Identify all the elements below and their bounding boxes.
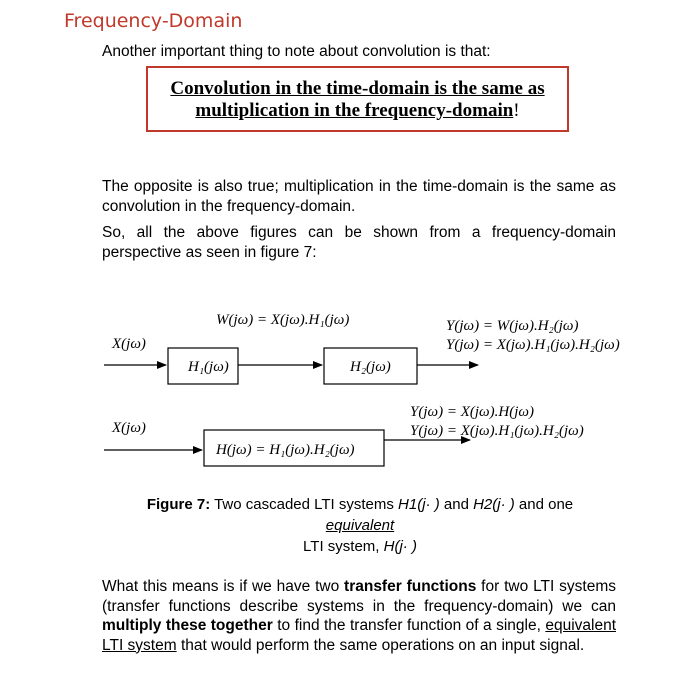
key-statement-box (146, 66, 569, 132)
label-top-input: X(jω) (112, 336, 146, 352)
figure-caption (100, 494, 620, 557)
equation-w: W(jω) = X(jω).H₁(jω) (216, 312, 350, 328)
figures-paragraph: So, all the above figures can be shown from a frequency-domain perspective as seen in figure 7: (102, 224, 616, 261)
opposite-paragraph: The opposite is also true; multiplication in the time-domain is the same as convolution in the frequency-domain. (102, 178, 616, 215)
equation-y4: Y(jω) = X(jω).H₁(jω).H₂(jω) (410, 423, 584, 439)
caption-label: Figure 7: (146, 496, 211, 513)
conclusion-paragraph: What this means is if we have two transfer functions for two LTI systems (transfer functions describe systems in the frequency-domain) we can multiply these together to find the transfer function of a single, equivalent LTI system that would perform the same operations on an input signal. (102, 578, 616, 654)
label-block-h2: H₂(jω) (350, 359, 391, 375)
caption-line-2: equivalent (325, 517, 395, 534)
label-block-h-equivalent: H(jω) = H₁(jω).H₂(jω) (216, 442, 355, 458)
caption-line-3: LTI system, H(j· ) (303, 538, 417, 555)
block-diagram (0, 290, 678, 470)
intro-paragraph: Another important thing to note about convolution is that: (102, 43, 491, 60)
key-statement-line-1: Convolution in the time-domain is the same as (170, 78, 545, 99)
equation-y3: Y(jω) = X(jω).H(jω) (410, 404, 534, 420)
label-block-h1: H₁(jω) (188, 359, 229, 375)
equation-y1: Y(jω) = W(jω).H₂(jω) (446, 318, 579, 334)
key-statement-line-2: multiplication in the frequency-domain! (195, 100, 520, 121)
section-heading: Frequency-Domain (64, 10, 243, 32)
caption-line-1: Figure 7: Two cascaded LTI systems H1(j· ) and H2(j· ) and one (146, 496, 574, 513)
equation-y2: Y(jω) = X(jω).H₁(jω).H₂(jω) (446, 337, 620, 353)
label-bottom-input: X(jω) (112, 420, 146, 436)
